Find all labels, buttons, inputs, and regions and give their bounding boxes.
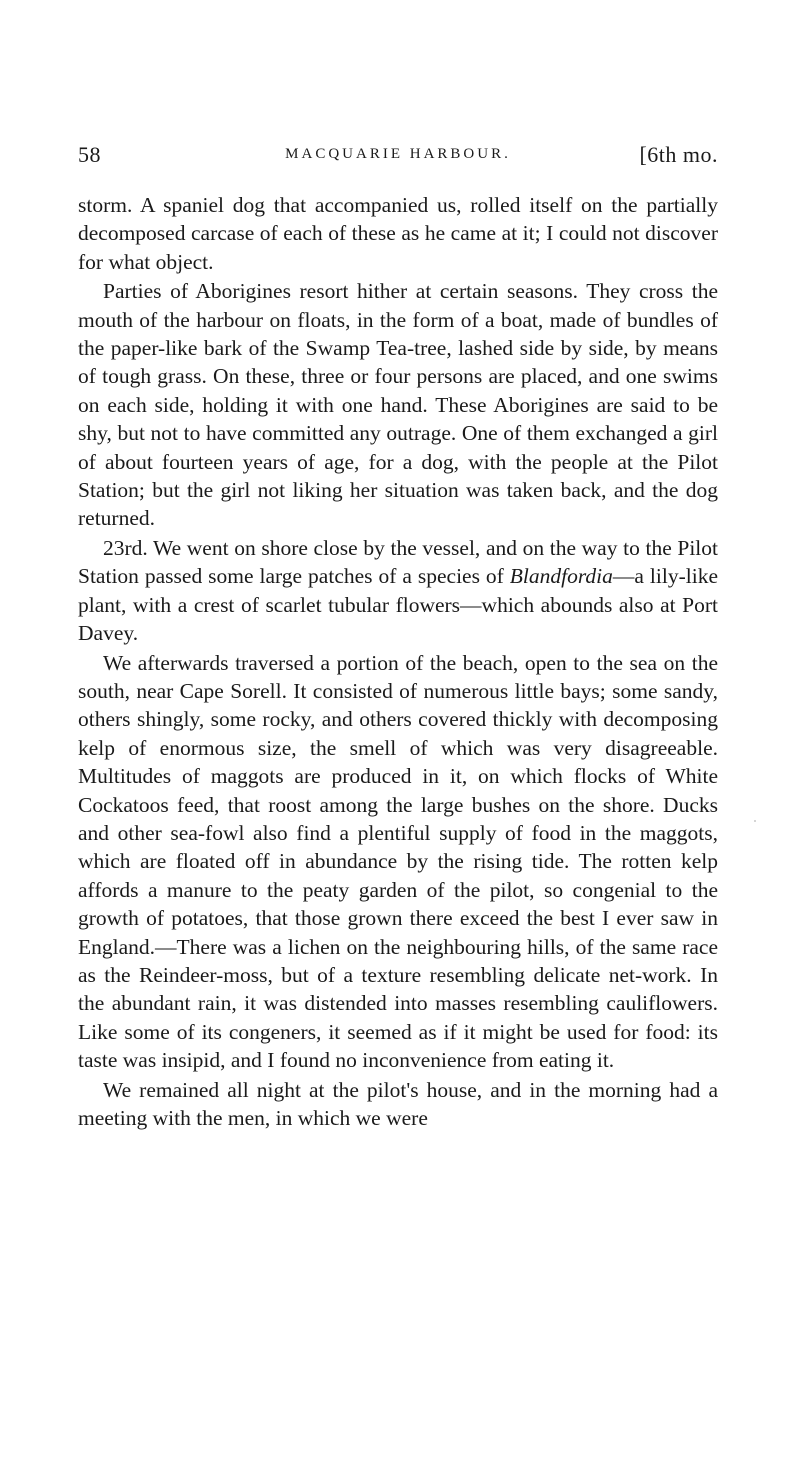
section-marker: [6th mo. <box>639 142 718 167</box>
paragraph-23rd: 23rd. We went on shore close by the vessel, and on the way to the Pilot Station passed some large patches of a species of Blandfordia—a lily-like plant, with a crest of scarlet tubular flowers—which abounds also at Port Davey. <box>78 535 718 646</box>
page-number: 58 <box>78 142 101 167</box>
paragraph-pilot-house: We remained all night at the pilot's house, and in the morning had a meeting with the men, in which we were <box>78 1077 718 1130</box>
paragraph-continuation: storm. A spaniel dog that accompanied us, rolled itself on the partially decomposed carcase of each of these as he came at it; I could not discover for what object. <box>78 193 718 274</box>
paragraph-aborigines: Parties of Aborigines resort hither at certain seasons. They cross the mouth of the harbour on floats, in the form of a boat, made of bundles of the paper-like bark of the Swamp Tea-tree, lashed side by side, by means of tough grass. On these, three or four persons are placed, and one swims on each side, holding it with one hand. These Aborigines are said to be shy, but not to have committed any outrage. One of them exchanged a girl of about fourteen years of age, for a dog, with the people at the Pilot Station; but the girl not liking her situation was taken back, and the dog returned. <box>78 279 718 531</box>
species-name: Blandfordia <box>509 564 613 589</box>
running-header <box>78 140 718 174</box>
body-text <box>78 191 718 1132</box>
paragraph-beach: We afterwards traversed a portion of the beach, open to the sea on the south, near Cape Sorell. It consisted of numerous little bays; some sandy, others shingly, some rocky, and others covered thickly with decomposing kelp of enormous size, the smell of which was very disagreeable. Multitudes of maggots are produced in it, on which flocks of White Cockatoos feed, that roost among the large bushes on the shore. Ducks and other sea-fowl also find a plentiful supply of food in the maggots, which are floated off in abundance by the rising tide. The rotten kelp affords a manure to the peaty garden of the pilot, so congenial to the growth of potatoes, that those grown there exceed the best I ever saw in England.—There was a lichen on the neighbouring hills, of the same race as the Reindeer-moss, but of a texture resembling delicate net-work. In the abundant rain, it was distended into masses resembling cauliflowers. Like some of its congeners, it seemed as if it might be used for food: its taste was insipid, and I found no inconvenience from eating it. <box>78 650 718 1073</box>
running-title: MACQUARIE HARBOUR. <box>285 146 511 162</box>
paper-speck <box>754 820 756 822</box>
